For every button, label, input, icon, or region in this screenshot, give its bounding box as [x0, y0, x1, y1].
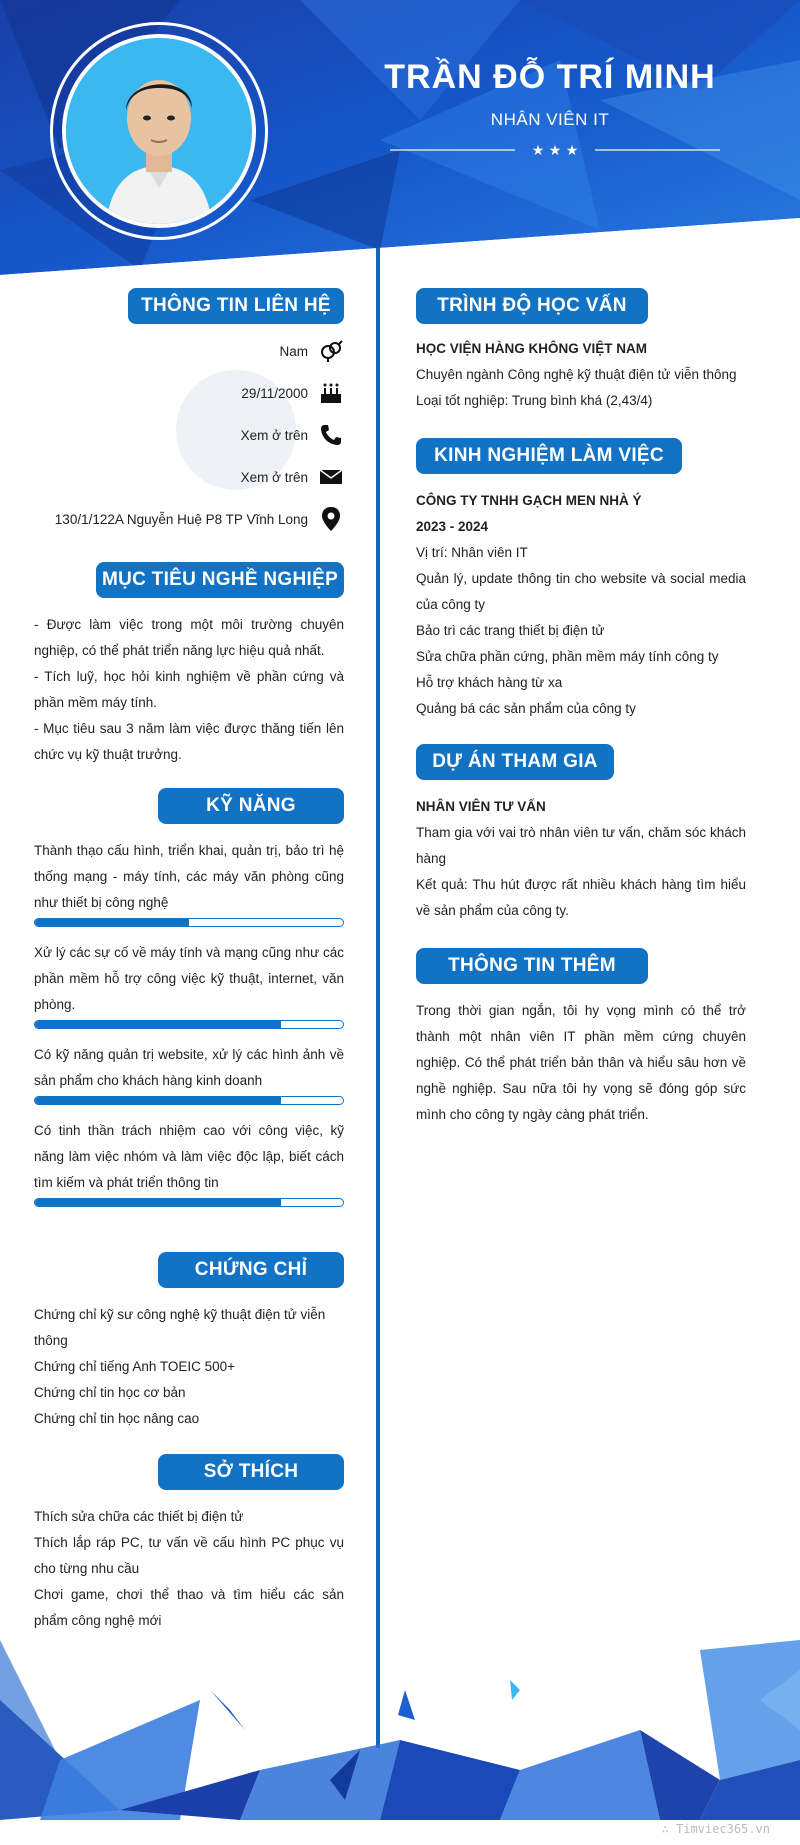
projects-details	[416, 794, 746, 924]
certificates-list	[34, 1302, 344, 1432]
education-grade: Loại tốt nghiệp: Trung bình khá (2,43/4)	[416, 393, 653, 408]
section-title-hobbies: SỞ THÍCH	[158, 1454, 344, 1490]
experience-details	[416, 488, 746, 722]
section-title-education: TRÌNH ĐỘ HỌC VẤN	[416, 288, 648, 324]
footer-decoration	[0, 1640, 800, 1820]
avatar-portrait	[66, 38, 252, 224]
skill-bar-fill	[35, 1021, 281, 1028]
section-title-skills: KỸ NĂNG	[158, 788, 344, 824]
contact-email	[20, 462, 344, 492]
skill-text: Có tinh thần trách nhiệm cao với công việc, kỹ năng làm việc nhóm và làm việc độc lập, biết cách tìm kiếm và phát triển thông tin	[34, 1123, 344, 1190]
skill-bar	[34, 1198, 344, 1207]
skill-text: Thành thạo cấu hình, triển khai, quản trị, bảo trì hệ thống mạng - máy tính, các máy văn phòng cũng như thiết bị công nghệ	[34, 843, 344, 910]
hobby-item: Chơi game, chơi thể thao và tìm hiểu các sản phẩm công nghệ mới	[34, 1587, 344, 1628]
title-divider	[390, 140, 720, 160]
email-icon	[318, 464, 344, 490]
svg-text:★ ★ ★: ★ ★ ★	[531, 143, 579, 159]
experience-duty: Quản lý, update thông tin cho website và social media của công ty	[416, 571, 746, 612]
phone-icon	[318, 422, 344, 448]
hobby-item: Thích sửa chữa các thiết bị điện tử	[34, 1509, 244, 1524]
avatar	[62, 34, 256, 228]
experience-duty: Quảng bá các sản phẩm của công ty	[416, 701, 636, 716]
experience-position: Vị trí: Nhân viên IT	[416, 545, 528, 560]
birthday-cake-icon	[318, 380, 344, 406]
education-details	[416, 336, 746, 414]
contact-birthday	[20, 378, 344, 408]
experience-company: CÔNG TY TNHH GẠCH MEN NHÀ Ý	[416, 493, 642, 508]
contact-phone	[20, 420, 344, 450]
objective-line: - Tích luỹ, học hỏi kinh nghiệm về phần cứng và phần mềm máy tính.	[34, 669, 344, 710]
experience-duty: Hỗ trợ khách hàng từ xa	[416, 675, 563, 690]
certificate-item: Chứng chỉ tin học nâng cao	[34, 1411, 200, 1426]
skill-text: Xử lý các sự cố về máy tính và mạng cũng như các phần mềm hỗ trợ công việc kỹ thuật, internet, văn phòng.	[34, 945, 344, 1012]
education-major: Chuyên ngành Công nghệ kỹ thuật điện tử viễn thông	[416, 367, 737, 382]
experience-duty: Sửa chữa phần cứng, phần mềm máy tính công ty	[416, 649, 719, 664]
contact-address	[20, 504, 344, 534]
section-title-contact: THÔNG TIN LIÊN HỆ	[128, 288, 344, 324]
project-line: Tham gia với vai trò nhân viên tư vấn, chăm sóc khách hàng	[416, 825, 746, 866]
contact-gender	[20, 336, 344, 366]
section-title-projects: DỰ ÁN THAM GIA	[416, 744, 614, 780]
section-title-more-info: THÔNG TIN THÊM	[416, 948, 648, 984]
section-title-experience: KINH NGHIỆM LÀM VIỆC	[416, 438, 682, 474]
project-name: NHÂN VIÊN TƯ VẤN	[416, 799, 546, 814]
skill-bar	[34, 1096, 344, 1105]
objective-line: - Được làm việc trong một môi trường chuyên nghiệp, có thể phát triển năng lực hiệu quả nhất.	[34, 617, 344, 658]
more-info-text: Trong thời gian ngắn, tôi hy vọng mình có thể trở thành một nhân viên IT phần mềm cứng chuyên nghiệp. Có thể phát triển bản thân và hiểu sâu hơn về nghề nghiệp. Sau nữa tôi hy vọng sẽ đóng góp sức mình cho công ty ngày càng phát triển.	[416, 1003, 746, 1122]
skill-bar	[34, 1020, 344, 1029]
location-pin-icon	[318, 506, 344, 532]
contact-birthday-value: 29/11/2000	[241, 385, 308, 401]
hobby-item: Thích lắp ráp PC, tư vấn về cấu hình PC phục vụ cho từng nhu cầu	[34, 1535, 344, 1576]
skill-bar-fill	[35, 919, 189, 926]
objective-line: - Mục tiêu sau 3 năm làm việc được thăng tiến lên chức vụ kỹ thuật trưởng.	[34, 721, 344, 762]
skill-bar-fill	[35, 1199, 281, 1206]
site-credit: ∴ Timviec365.vn	[661, 1822, 770, 1836]
contact-email-value: Xem ở trên	[240, 469, 308, 485]
certificate-item: Chứng chỉ tin học cơ bản	[34, 1385, 186, 1400]
certificate-item: Chứng chỉ kỹ sư công nghệ kỹ thuật điện tử viễn thông	[34, 1307, 326, 1348]
skill-bar-fill	[35, 1097, 281, 1104]
hobbies-list	[34, 1504, 344, 1634]
project-line: Kết quả: Thu hút được rất nhiều khách hàng tìm hiểu về sản phẩm của công ty.	[416, 877, 746, 918]
section-title-certificates: CHỨNG CHỈ	[158, 1252, 344, 1288]
certificate-item: Chứng chỉ tiếng Anh TOEIC 500+	[34, 1359, 236, 1374]
education-school: HỌC VIỆN HÀNG KHÔNG VIỆT NAM	[416, 341, 648, 356]
objective-text	[34, 612, 344, 768]
skill-text: Có kỹ năng quản trị website, xử lý các hình ảnh về sản phẩm cho khách hàng kinh doanh	[34, 1047, 344, 1088]
candidate-job-title: NHÂN VIÊN IT	[490, 110, 610, 129]
candidate-name: TRẦN ĐỖ TRÍ MINH	[384, 58, 716, 96]
skill-bar	[34, 918, 344, 927]
experience-period: 2023 - 2024	[416, 519, 489, 534]
contact-address-value: 130/1/122A Nguyễn Huệ P8 TP Vĩnh Long	[54, 511, 308, 527]
section-title-objective: MỤC TIÊU NGHỀ NGHIỆP	[96, 562, 344, 598]
contact-gender-value: Nam	[279, 343, 308, 359]
contact-phone-value: Xem ở trên	[240, 427, 308, 443]
gender-icon	[318, 338, 344, 364]
column-divider	[376, 248, 380, 1748]
experience-duty: Bảo trì các trang thiết bị điện tử	[416, 623, 605, 638]
